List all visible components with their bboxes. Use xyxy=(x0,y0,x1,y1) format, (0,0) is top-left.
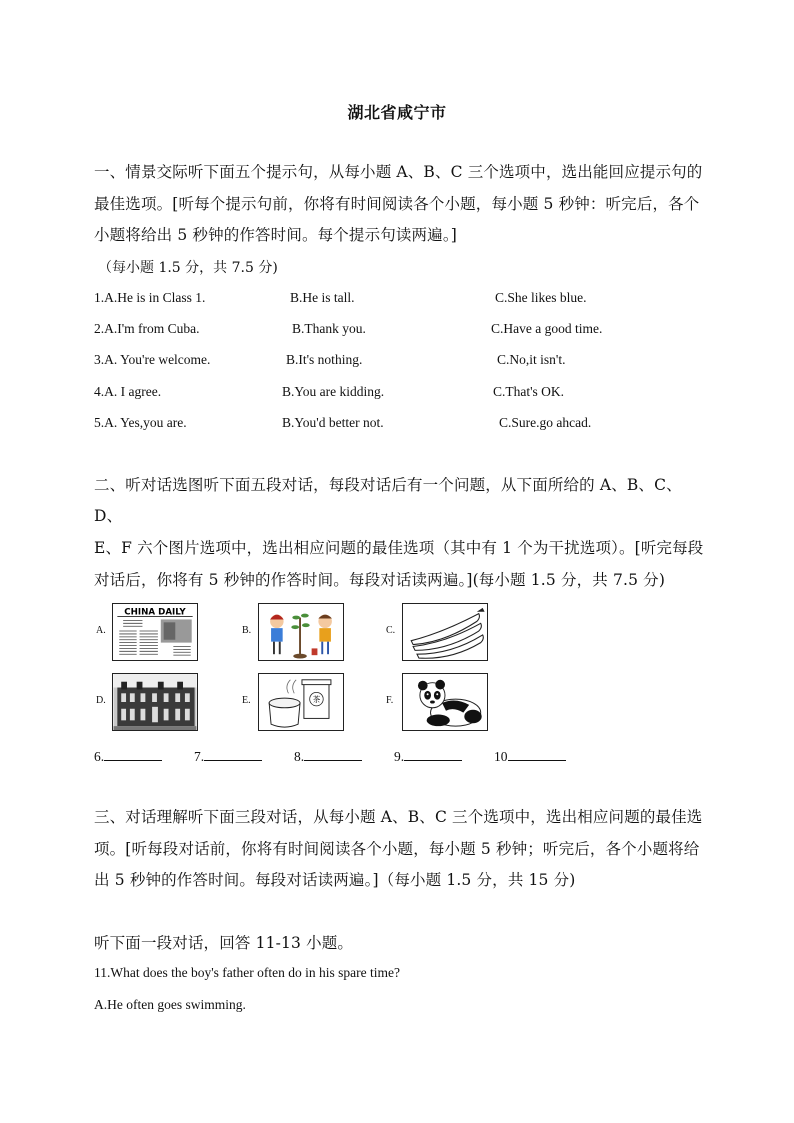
q3-option-a: 3.A. You're welcome. xyxy=(94,352,211,367)
q2-option-c: C.Have a good time. xyxy=(491,321,603,336)
answer-blank-10[interactable] xyxy=(494,748,566,765)
q5-option-b: B.You'd better not. xyxy=(282,415,384,430)
blank-label-9: 9. xyxy=(394,749,405,764)
blank-line-10[interactable] xyxy=(508,748,566,761)
q4-option-b: B.You are kidding. xyxy=(282,384,385,399)
picture-option-b xyxy=(242,603,346,661)
section2-heading-line1: 二、听对话选图听下面五段对话，每段对话后有一个问题，从下面所给的 A、B、C、 xyxy=(94,476,682,494)
answer-blank-9[interactable] xyxy=(394,748,462,765)
jar-label: 茶 xyxy=(312,695,321,704)
section1-heading: 一、情景交际听下面五个提示句，从每小题 A、B、C 三个选项中，选出能回应提示句的最佳选项。[听每个提示句前，你将有时间阅读各个小题，每小题 5 秒钟：听完后，各个小题将给出 5 秒钟的作答时间。每个提示句读两遍。] xyxy=(94,163,703,244)
picture-label-c: C. xyxy=(386,625,396,636)
q1-option-b: B.He is tall. xyxy=(290,290,355,305)
q1-option-a: 1.A.He is in Class 1. xyxy=(94,290,206,305)
panda-icon xyxy=(403,674,487,730)
page-title: 湖北省咸宁市 xyxy=(347,103,447,122)
newspaper-icon xyxy=(113,604,197,660)
answer-blank-6[interactable] xyxy=(94,748,162,765)
section2-heading-line2: D、 xyxy=(94,507,123,525)
q3-option-b: B.It's nothing. xyxy=(286,352,363,367)
picture-option-d xyxy=(96,673,200,731)
newspaper-masthead: CHINA DAILY xyxy=(124,607,186,618)
q3-option-c: C.No,it isn't. xyxy=(497,352,566,367)
blank-line-9[interactable] xyxy=(404,748,462,761)
picture-option-f xyxy=(386,673,490,731)
q4-option-c: C.That's OK. xyxy=(493,384,565,399)
q2-option-a: 2.A.I'm from Cuba. xyxy=(94,321,200,336)
building-icon xyxy=(113,674,197,730)
section2-heading-line3: E、F 六个图片选项中，选出相应问题的最佳选项（其中有 1 个为干扰选项）。[听完每段对话后，你将有 5 秒钟的作答时间。每段对话读两遍。](每小题 1.5 分，共 7.5 分) xyxy=(94,539,704,589)
blank-label-8: 8. xyxy=(294,749,305,764)
section1-score: （每小题 1.5 分，共 7.5 分) xyxy=(98,260,278,276)
q5-option-a: 5.A. Yes,you are. xyxy=(94,415,187,430)
blank-line-7[interactable] xyxy=(204,748,262,761)
picture-label-f: F. xyxy=(386,695,394,706)
blank-line-8[interactable] xyxy=(304,748,362,761)
q1-option-c: C.She likes blue. xyxy=(495,290,587,305)
q4-option-a: 4.A. I agree. xyxy=(94,384,162,399)
section3-instruction: 听下面一段对话，回答 11-13 小题。 xyxy=(94,934,354,952)
answer-blank-7[interactable] xyxy=(194,748,262,765)
picture-label-d: D. xyxy=(96,695,106,706)
blank-label-7: 7. xyxy=(194,749,205,764)
q11-question: 11.What does the boy's father often do in his spare time? xyxy=(94,965,400,980)
picture-option-c xyxy=(386,603,490,661)
q2-option-b: B.Thank you. xyxy=(292,321,366,336)
bananas-icon xyxy=(403,604,487,660)
section3-heading: 三、对话理解听下面三段对话，从每小题 A、B、C 三个选项中，选出相应问题的最佳选项。[听每段对话前，你将有时间阅读各个小题，每小题 5 秒钟；听完后，各个小题将给出 5 秒钟的作答时间。每段对话读两遍。]（每小题 1.5 分，共 15 分) xyxy=(94,808,703,889)
children-planting-tree-icon xyxy=(259,604,343,660)
blank-label-10: 10 xyxy=(494,749,508,764)
blank-label-6: 6. xyxy=(94,749,105,764)
tea-cup-and-jar-icon xyxy=(259,674,343,730)
picture-option-a xyxy=(96,603,200,661)
blank-line-6[interactable] xyxy=(104,748,162,761)
q11-option-a: A.He often goes swimming. xyxy=(94,997,246,1012)
picture-option-e xyxy=(242,673,346,731)
picture-label-e: E. xyxy=(242,695,251,706)
picture-label-b: B. xyxy=(242,625,252,636)
q5-option-c: C.Sure.go ahcad. xyxy=(499,415,592,430)
picture-label-a: A. xyxy=(96,625,106,636)
answer-blank-8[interactable] xyxy=(294,748,362,765)
